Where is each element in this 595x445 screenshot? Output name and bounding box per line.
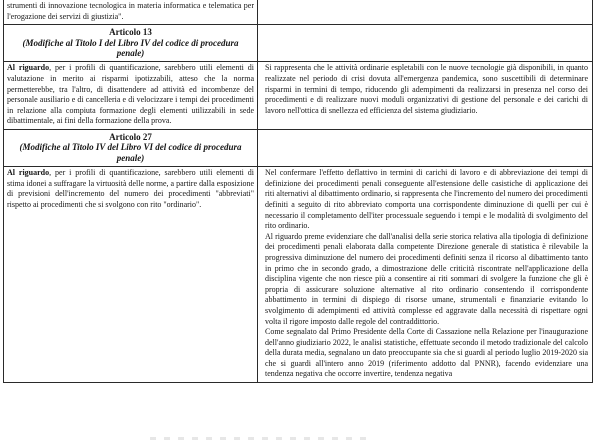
article-27-heading-reply-cell (258, 129, 593, 166)
table-row-continuation (4, 0, 593, 25)
table-row-article-13 (4, 62, 593, 130)
scan-artifact (150, 437, 370, 440)
table-row-article-27-heading (4, 129, 593, 166)
remark-lead: Al riguardo (7, 63, 50, 73)
table-row-article-27 (4, 167, 593, 383)
reply-cell-continuation (258, 0, 593, 25)
remark-lead: Al riguardo (7, 168, 50, 178)
remark-text: , per i profili di quantificazione, sarebbero utili elementi di valutazione in merito ai risparmi ipotizzabili, atteso che la norma permetterebbe, tra l'altro, di disattendere ad attività ed incombenze del personale ausiliario e di cancelleria e di velocizzare i tempi dei procedimenti in relazione alla compiuta formazione degli elementi utilizzabili in sede dibattimentale, ai fini della formazione della prova. (7, 63, 254, 126)
observations-table (3, 0, 593, 383)
article-27-title: Articolo 27 (109, 131, 152, 142)
article-13-heading-cell (4, 25, 258, 62)
article-27-remark-cell (4, 167, 258, 383)
article-27-heading-cell (4, 129, 258, 166)
table-row-article-13-heading (4, 25, 593, 62)
reply-paragraph: Si rappresenta che le attività ordinarie espletabili con le nuove tecnologie già disponibili, in quanto realizzate nel periodo di crisi dovuta all'emergenza pandemica, sono suscettibili di determinare risparmi in termini di tempo, riducendo gli adempimenti da realizzarsi in presenza nel corso dei procedimenti e di realizzare nuovi moduli organizzativi di gestione del personale e dei carichi di lavoro nell'ottica di snellezza ed efficienza del sistema giudiziario. (265, 63, 588, 115)
remark-text: , per i profili di quantificazione, sarebbero utili elementi di stima idonei a suffragare la virtuosità delle norme, a partire dalla esposizione di previsioni dell'incremento del numero dei procedimenti "abbreviati" rispetto ai procedimenti che si svolgono con rito "ordinario". (7, 168, 254, 209)
article-13-title: Articolo 13 (109, 27, 152, 38)
article-13-remark-cell (4, 62, 258, 130)
article-27-subtitle: (Modifiche al Titolo IV del Libro VI del codice di procedura penale) (19, 142, 242, 163)
reply-paragraph: Come segnalato dal Primo Presidente della Corte di Cassazione nella Relazione per l'inaugurazione dell'anno giudiziario 2022, le analisi statistiche, effettuate secondo il metodo tradizionale del calcolo della durata media, segnalano un dato preoccupante sia che si guardi al periodo luglio 2019-2020 sia che si guardi all'intero anno 2019 (riferimento addotto dal PNNR), facendo evidenziare una tendenza negativa che occorre invertire, tendenza negativa (265, 327, 588, 379)
reply-paragraph: Nel confermare l'effetto deflattivo in termini di carichi di lavoro e di abbreviazione dei tempi di definizione dei procedimenti penali conseguente all'estensione delle casistiche di applicazione dei riti alternativi al dibattimento ordinario, si rappresenta che l'incremento del numero dei procedimenti definiti a seguito di rito abbreviato comporta una corrispondente diminuzione di quelli per cui è necessario il completamento dell'iter processuale seguendo i tempi e le modalità di svolgimento del rito ordinario. (265, 168, 588, 231)
article-27-reply-cell (258, 167, 593, 383)
remark-text: strumenti di innovazione tecnologica in materia informatica e telematica per l'erogazione dei servizi di giustizia". (7, 1, 254, 21)
article-13-subtitle: (Modifiche al Titolo I del Libro IV del codice di procedura penale) (22, 37, 239, 58)
article-13-reply-cell (258, 62, 593, 130)
article-13-heading-reply-cell (258, 25, 593, 62)
reply-paragraph: Al riguardo preme evidenziare che dall'analisi della serie storica relativa alla tipologia di definizione dei procedimenti penali elaborata dalla competente Direzione generale di statistica è rilevabile la progressiva diminuzione del numero dei procedimenti definiti senza il ricorso al dibattimento tanto in primo che in secondo grado, a dimostrazione delle criticità riscontrate nell'applicazione della disciplina vigente che non riesce più a consentire ai riti sommari di svolgere la funzione che gli è propria di assicurare soluzione alternative al rito ordinario consentendo il corrispondente abbattimento in termini di dispiego di risorse umane, strumentali e finanziarie evitando lo svolgimento di adempimenti ed attività complesse ed aggravate dalla necessità di rispettare ogni volta il rigore imposto dalle regole del contraddittorio. (265, 231, 588, 326)
remark-cell-continuation (4, 0, 258, 25)
